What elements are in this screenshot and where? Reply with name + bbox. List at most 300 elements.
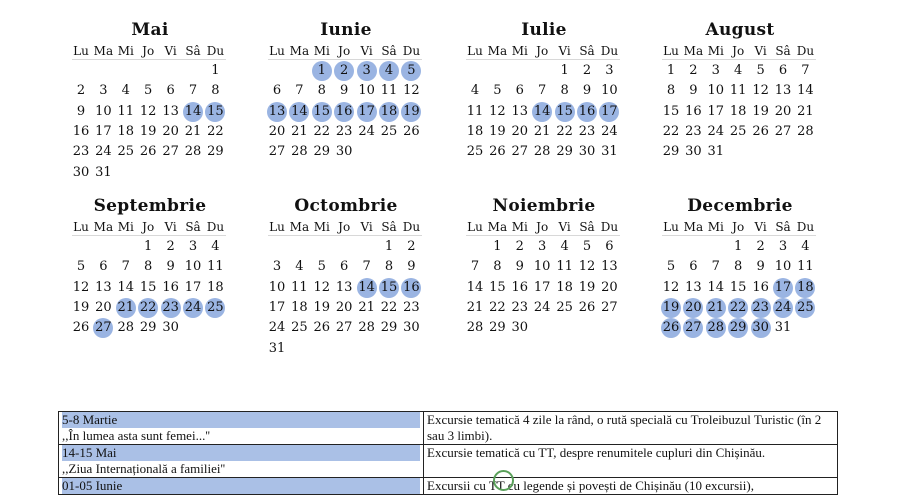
calendar-day: 4: [378, 61, 400, 81]
calendar-day: 21: [184, 123, 202, 139]
calendar-day: 2: [333, 61, 355, 81]
calendar-day: 28: [533, 144, 551, 160]
calendar-day: 24: [95, 144, 112, 160]
calendar-day: 2: [407, 239, 416, 254]
weekday-header: Vi: [164, 44, 177, 58]
month-title: Noiembrie: [492, 196, 596, 216]
calendar-day: 16: [400, 278, 422, 298]
calendar-day: 6: [272, 83, 282, 99]
calendar-day: 16: [333, 102, 355, 122]
weekday-header: Vi: [164, 220, 177, 234]
weekday-header: Ma: [683, 44, 704, 58]
calendar-day: 25: [556, 299, 573, 315]
calendar-day: 1: [493, 239, 502, 254]
calendar-day: 17: [707, 103, 725, 119]
calendar-day: 22: [207, 123, 224, 139]
calendar-day: 12: [313, 279, 331, 295]
calendar-day: 13: [511, 103, 529, 119]
calendar-day: 4: [295, 259, 304, 275]
calendar-day: 9: [756, 259, 765, 275]
calendar-day: 18: [466, 123, 484, 139]
calendar-day: 6: [166, 83, 175, 99]
calendar-day: 20: [95, 299, 112, 315]
weekday-header: Jo: [732, 44, 745, 58]
weekday-header: Mi: [117, 220, 134, 234]
calendar-day: 25: [291, 320, 308, 336]
calendar-day: 27: [601, 299, 618, 315]
calendar-day: 10: [95, 103, 112, 119]
weekday-header: Mi: [707, 44, 724, 58]
calendar-day: 26: [660, 318, 682, 338]
calendar-day: 9: [582, 83, 592, 99]
weekday-header: Sâ: [185, 220, 201, 234]
weekday-header: Lu: [663, 44, 679, 58]
event-title: ,,În lumea asta sunt femei...'': [62, 428, 211, 443]
calendar-day: 14: [707, 279, 725, 295]
weekday-header: Mi: [511, 44, 528, 58]
calendar-day: 10: [601, 83, 618, 99]
weekday-header: Du: [796, 44, 815, 58]
calendar-day: 22: [313, 123, 331, 139]
calendar-day: 15: [729, 279, 747, 295]
weekday-header: Lu: [663, 220, 679, 234]
calendar-day: 8: [211, 83, 220, 99]
calendar-day: 4: [470, 83, 480, 99]
event-date: 01-05 Iunie: [62, 478, 420, 494]
calendar-day: 30: [162, 320, 179, 336]
calendar-day: 23: [335, 123, 353, 139]
calendar-day: 20: [335, 299, 353, 315]
calendar-day: 16: [72, 123, 90, 139]
weekday-header: Jo: [142, 44, 155, 58]
calendar-day: 18: [729, 103, 747, 119]
calendar-day: 16: [511, 279, 529, 295]
calendar-day: 18: [207, 279, 224, 295]
calendar-day: 15: [378, 278, 400, 298]
header-divider: [72, 235, 226, 236]
weekday-header: Mi: [313, 44, 330, 58]
calendar-day: 3: [778, 239, 788, 254]
calendar-day: 14: [466, 279, 484, 295]
calendar-day: 2: [166, 239, 175, 254]
calendar-day: 7: [711, 259, 720, 275]
header-divider: [662, 59, 816, 60]
calendar-day: 26: [72, 320, 90, 336]
calendar-day: 23: [685, 123, 702, 139]
calendar-day: 13: [162, 103, 179, 119]
calendar-day: 6: [99, 259, 108, 275]
calendar-day: 24: [268, 320, 286, 336]
calendar-day: 22: [380, 299, 398, 315]
calendar-day: 11: [207, 259, 224, 275]
calendar-day: 18: [556, 279, 573, 295]
calendar-day: 3: [188, 239, 198, 254]
calendar-day: 20: [268, 123, 286, 139]
calendar-day: 30: [685, 144, 702, 160]
weekday-header: Jo: [338, 220, 351, 234]
calendar-day: 1: [384, 239, 394, 254]
calendar-day: 7: [295, 83, 304, 99]
weekday-header: Jo: [536, 44, 549, 58]
calendar-day: 7: [188, 83, 198, 99]
calendar-day: 2: [76, 83, 86, 99]
weekday-header: Sâ: [775, 220, 791, 234]
calendar-day: 4: [211, 239, 220, 254]
calendar-day: 3: [99, 83, 108, 99]
calendar-day: 21: [466, 299, 484, 315]
calendar-day: 19: [313, 299, 331, 315]
calendar-day: 20: [774, 103, 792, 119]
calendar-day: 29: [556, 144, 573, 160]
calendar-day: 13: [95, 279, 112, 295]
weekday-header: Sâ: [185, 44, 201, 58]
weekday-header: Du: [600, 44, 619, 58]
calendar-day: 14: [356, 278, 378, 298]
calendar-day: 28: [358, 320, 375, 336]
calendar-day: 27: [162, 144, 179, 160]
weekday-header: Vi: [558, 44, 571, 58]
calendar-day: 26: [489, 144, 506, 160]
calendar-day: 5: [756, 63, 765, 78]
calendar-day: 26: [752, 123, 769, 139]
event-description: Excursie tematică 4 zile la rând, o rută specială cu Troleibuzul Turistic (în 2 sau 3 limbi).: [424, 412, 838, 445]
calendar-day: 5: [493, 83, 502, 99]
calendar-day: 28: [705, 318, 727, 338]
calendar-day: 8: [734, 259, 743, 275]
calendar-day: 6: [605, 239, 614, 254]
calendar-day: 9: [407, 259, 416, 275]
calendar-day: 22: [137, 298, 159, 318]
calendar-day: 10: [184, 259, 202, 275]
calendar-day: 5: [317, 259, 326, 275]
calendar-day: 6: [689, 259, 698, 275]
calendar-day: 9: [515, 259, 524, 275]
calendar-day: 30: [335, 144, 353, 160]
weekday-header: Du: [600, 220, 619, 234]
calendar-day: 18: [117, 123, 135, 139]
event-description: Excursii cu TT cu legende și povești de Chișinău (10 excursii),: [424, 478, 838, 495]
calendar-day: 14: [182, 102, 204, 122]
weekday-header: Vi: [754, 220, 767, 234]
calendar-day: 6: [778, 63, 788, 78]
calendar-day: 1: [666, 63, 676, 78]
calendar-day: 12: [489, 103, 506, 119]
calendar-day: 25: [380, 123, 398, 139]
calendar-day: 15: [489, 279, 506, 295]
calendar-day: 10: [774, 259, 792, 275]
weekday-header: Ma: [289, 220, 310, 234]
calendar-day: 25: [729, 123, 747, 139]
weekday-header: Lu: [467, 220, 483, 234]
weekday-header: Du: [402, 44, 421, 58]
calendar-day: 4: [734, 63, 743, 78]
calendar-day: 29: [139, 320, 157, 336]
event-date: 5-8 Martie: [62, 412, 420, 428]
calendar-day: 16: [752, 279, 769, 295]
calendar-day: 20: [511, 123, 529, 139]
header-divider: [662, 235, 816, 236]
table-row: [59, 412, 838, 445]
calendar-day: 19: [139, 123, 157, 139]
calendar-day: 3: [272, 259, 282, 275]
calendar-day: 1: [211, 63, 220, 78]
calendar-day: 19: [752, 103, 769, 119]
weekday-header: Du: [402, 220, 421, 234]
calendar-day: 21: [358, 299, 375, 315]
weekday-header: Ma: [683, 220, 704, 234]
events-table: [58, 411, 838, 495]
calendar-day: 11: [556, 259, 573, 275]
month-title: Iunie: [320, 20, 372, 40]
calendar-day: 8: [384, 259, 394, 275]
calendar-day: 31: [95, 164, 112, 180]
event-date-cell: [59, 445, 424, 478]
weekday-header: Lu: [73, 44, 89, 58]
calendar-day: 17: [95, 123, 112, 139]
event-date-cell: [59, 412, 424, 445]
calendar-day: 19: [489, 123, 506, 139]
header-divider: [268, 59, 422, 60]
calendar-day: 14: [531, 102, 553, 122]
table-row: [59, 478, 838, 495]
calendar-day: 1: [144, 239, 153, 254]
calendar-day: 8: [666, 83, 676, 99]
weekday-header: Sâ: [579, 220, 595, 234]
calendar-day: 10: [707, 83, 725, 99]
header-divider: [268, 235, 422, 236]
calendar-day: 27: [682, 318, 704, 338]
calendar-day: 2: [756, 239, 765, 254]
weekday-header: Lu: [73, 220, 89, 234]
weekday-header: Lu: [269, 44, 285, 58]
header-divider: [466, 59, 620, 60]
calendar-day: 26: [139, 144, 157, 160]
calendar-day: 17: [268, 299, 286, 315]
calendar-day: 16: [576, 102, 598, 122]
calendar-day: 8: [560, 83, 569, 99]
calendar-day: 24: [601, 123, 618, 139]
weekday-header: Lu: [269, 220, 285, 234]
calendar-day: 16: [685, 103, 702, 119]
calendar-day: 8: [317, 83, 326, 99]
weekday-header: Jo: [338, 44, 351, 58]
calendar-day: 23: [750, 298, 772, 318]
calendar-day: 18: [794, 278, 816, 298]
calendar-day: 21: [291, 123, 308, 139]
weekday-header: Du: [206, 44, 225, 58]
calendar-day: 15: [204, 102, 226, 122]
calendar-day: 23: [72, 144, 90, 160]
calendar-day: 12: [662, 279, 680, 295]
calendar-day: 13: [601, 259, 618, 275]
calendar-day: 27: [774, 123, 792, 139]
calendar-day: 28: [117, 320, 135, 336]
weekday-header: Vi: [360, 44, 373, 58]
calendar-day: 1: [734, 239, 743, 254]
calendar-day: 31: [707, 144, 725, 160]
calendar-day: 20: [682, 298, 704, 318]
weekday-header: Ma: [487, 220, 508, 234]
calendar-day: 30: [750, 318, 772, 338]
calendar-day: 27: [268, 144, 286, 160]
calendar-day: 31: [268, 340, 286, 356]
calendar-day: 29: [313, 144, 331, 160]
calendar-day: 7: [121, 259, 130, 275]
calendar-day: 6: [340, 259, 349, 275]
calendar-day: 11: [291, 279, 308, 295]
calendar-day: 24: [358, 123, 375, 139]
calendar-day: 25: [117, 144, 135, 160]
calendar-day: 19: [660, 298, 682, 318]
calendar-day: 19: [72, 299, 90, 315]
calendar-day: 24: [707, 123, 725, 139]
calendar-day: 9: [689, 83, 698, 99]
calendar-day: 5: [666, 259, 676, 275]
calendar-day: 15: [311, 102, 333, 122]
calendar-day: 15: [554, 102, 576, 122]
event-date-cell: [59, 478, 424, 495]
weekday-header: Vi: [558, 220, 571, 234]
circle-annotation-mark: [493, 470, 514, 491]
calendar-day: 17: [598, 102, 620, 122]
header-divider: [466, 235, 620, 236]
weekday-header: Vi: [754, 44, 767, 58]
weekday-header: Vi: [360, 220, 373, 234]
calendar-day: 27: [335, 320, 353, 336]
weekday-header: Sâ: [579, 44, 595, 58]
calendar-day: 27: [92, 318, 114, 338]
calendar-day: 27: [511, 144, 529, 160]
calendar-day: 23: [403, 299, 420, 315]
calendar-day: 21: [705, 298, 727, 318]
calendar-day: 16: [162, 279, 179, 295]
calendar-day: 12: [752, 83, 769, 99]
calendar-day: 26: [578, 299, 596, 315]
table-row: [59, 445, 838, 478]
calendar-day: 28: [466, 320, 484, 336]
calendar-day: 25: [466, 144, 484, 160]
calendar-day: 1: [560, 63, 569, 78]
calendar-day: 5: [582, 239, 592, 254]
calendar-day: 26: [313, 320, 331, 336]
calendar-day: 18: [291, 299, 308, 315]
calendar-day: 22: [727, 298, 749, 318]
calendar-day: 3: [538, 239, 547, 254]
calendar-day: 4: [121, 83, 130, 99]
calendar-day: 10: [358, 83, 375, 99]
weekday-header: Jo: [536, 220, 549, 234]
calendar-day: 21: [797, 103, 814, 119]
calendar-day: 5: [400, 61, 422, 81]
weekday-header: Sâ: [381, 220, 397, 234]
calendar-day: 30: [403, 320, 420, 336]
calendar-day: 10: [268, 279, 286, 295]
calendar-day: 9: [166, 259, 175, 275]
calendar-day: 3: [605, 63, 614, 78]
calendar-day: 24: [772, 298, 794, 318]
calendar-day: 14: [288, 102, 310, 122]
calendar-day: 4: [560, 239, 569, 254]
weekday-header: Mi: [511, 220, 528, 234]
month-title: Mai: [131, 20, 169, 40]
calendar-day: 23: [578, 123, 596, 139]
calendar-day: 9: [76, 103, 86, 119]
calendar-day: 3: [711, 63, 720, 78]
weekday-header: Du: [796, 220, 815, 234]
calendar-day: 31: [774, 320, 792, 336]
calendar-day: 7: [801, 63, 810, 78]
event-description: Excursie tematică cu TT, despre renumitele cupluri din Chișinău.: [424, 445, 838, 478]
calendar-day: 23: [511, 299, 529, 315]
calendar-day: 11: [117, 103, 135, 119]
weekday-header: Mi: [707, 220, 724, 234]
calendar-day: 11: [466, 103, 484, 119]
calendar-day: 29: [489, 320, 506, 336]
calendar-day: 19: [578, 279, 596, 295]
weekday-header: Ma: [93, 44, 114, 58]
calendar-day: 18: [378, 102, 400, 122]
calendar-day: 14: [117, 279, 135, 295]
calendar-day: 13: [335, 279, 353, 295]
calendar-day: 17: [356, 102, 378, 122]
month-title: Decembrie: [687, 196, 793, 216]
month-title: Iulie: [521, 20, 567, 40]
calendar-day: 17: [772, 278, 794, 298]
weekday-header: Mi: [313, 220, 330, 234]
calendar-day: 7: [538, 83, 547, 99]
calendar-day: 11: [797, 259, 814, 275]
month-title: Septembrie: [93, 196, 207, 216]
calendar-day: 9: [340, 83, 349, 99]
calendar-day: 31: [601, 144, 618, 160]
event-date: 14-15 Mai: [62, 445, 420, 461]
calendar-day: 12: [403, 83, 420, 99]
calendar-day: 2: [582, 63, 592, 78]
calendar-day: 26: [403, 123, 420, 139]
month-title: August: [705, 20, 775, 40]
calendar-day: 22: [556, 123, 573, 139]
calendar-day: 29: [380, 320, 398, 336]
calendar-day: 13: [266, 102, 288, 122]
weekday-header: Sâ: [381, 44, 397, 58]
calendar-day: 24: [533, 299, 551, 315]
calendar-day: 28: [184, 144, 202, 160]
calendar-day: 4: [801, 239, 810, 254]
calendar-day: 3: [356, 61, 378, 81]
calendar-day: 28: [797, 123, 814, 139]
month-title: Octombrie: [294, 196, 398, 216]
calendar-day: 5: [76, 259, 86, 275]
calendar-day: 2: [689, 63, 698, 78]
calendar-day: 15: [139, 279, 157, 295]
calendar-day: 25: [794, 298, 816, 318]
calendar-day: 29: [727, 318, 749, 338]
weekday-header: Jo: [142, 220, 155, 234]
calendar-day: 30: [72, 164, 90, 180]
calendar-day: 25: [204, 298, 226, 318]
calendar-day: 5: [144, 83, 153, 99]
weekday-header: Lu: [467, 44, 483, 58]
weekday-header: Ma: [93, 220, 114, 234]
calendar-day: 17: [533, 279, 551, 295]
calendar-day: 20: [601, 279, 618, 295]
calendar-day: 24: [182, 298, 204, 318]
calendar-day: 20: [162, 123, 179, 139]
calendar-day: 12: [578, 259, 596, 275]
calendar-day: 6: [515, 83, 524, 99]
calendar-day: 7: [470, 259, 480, 275]
weekday-header: Sâ: [775, 44, 791, 58]
